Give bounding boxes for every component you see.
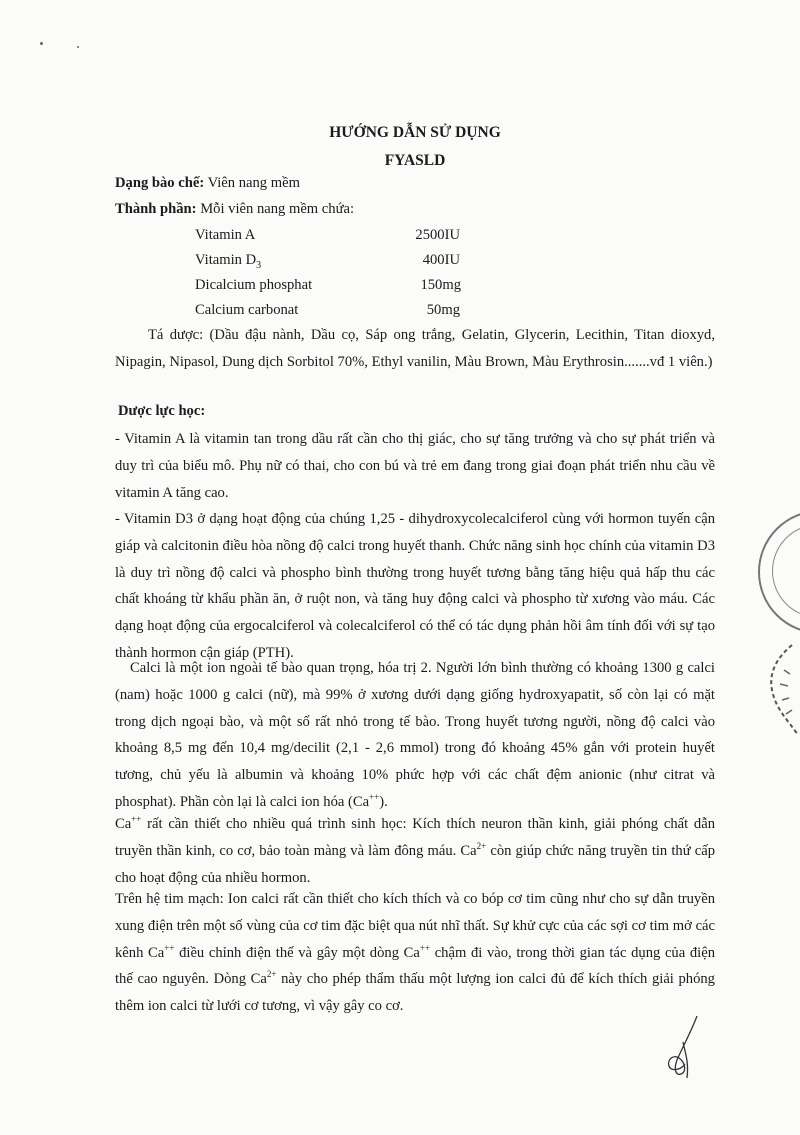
vitamin-d3-paragraph: - Vitamin D3 ở dạng hoạt động của chúng 1,25 - dihydroxycolecalciferol cùng với hormon tuyến cận giáp và calcitonin điều hòa nồng độ calci trong huyết thanh. Chức năng sinh học chính của vitamin D3 là duy trì nồng độ calci và phospho bình thường trong huyết tương bằng tăng hiệu quả hấp thu các chất khoáng từ khẩu phần ăn, ở ruột non, và tăng huy động calci và phospho từ xương vào máu. Các dạng hoạt động của ergocalciferol và colecalciferol có thể có tác dụng phản hồi âm tính đối với sự tạo thành hormon cận giáp (PTH).: [115, 511, 715, 661]
stamp-seal: [758, 510, 800, 634]
composition-intro: Mỗi viên nang mềm chứa:: [200, 201, 355, 217]
calcium-paragraph: [115, 655, 715, 816]
ingredient-name-subscript: 3: [256, 259, 262, 271]
cardiovascular-text: này cho phép thẩm thấu một lượng ion calci đủ để kích thích giải phóng thêm ion calci từ lưới cơ tương, vì vậy gây co cơ.: [115, 971, 715, 1015]
ca-symbol: Ca: [460, 842, 477, 859]
dosage-form-label: Dạng bào chế:: [115, 175, 205, 191]
ingredient-name: [195, 252, 261, 271]
dosage-form-value: Viên nang mềm: [207, 175, 300, 191]
charge-superscript: 2+: [266, 969, 277, 980]
ca-symbol: Ca: [148, 944, 165, 961]
signature: [655, 1012, 715, 1082]
charge-superscript: ++: [164, 942, 175, 953]
ingredient-name-main: Vitamin D: [195, 252, 257, 268]
document-title: HƯỚNG DẪN SỬ DỤNG: [329, 124, 501, 141]
ca-symbol: Ca: [403, 944, 420, 961]
charge-superscript: ++: [419, 942, 431, 953]
calcium-text-end: ).: [379, 793, 388, 810]
excipients-paragraph: Tá dược: (Dầu đậu nành, Dầu cọ, Sáp ong trắng, Gelatin, Glycerin, Lecithin, Titan dioxyd, Nipagin, Nipasol, Dung dịch Sorbitol 70%, Ethyl vanilin, Màu Brown, Màu Erythrosin.......vđ 1 viên.): [115, 327, 715, 370]
scan-speck: [77, 46, 79, 48]
ca-symbol: Ca: [115, 816, 132, 832]
ingredient-amount: 400IU: [422, 252, 460, 268]
composition-line: [115, 201, 354, 218]
ingredient-amount: 150mg: [420, 277, 461, 293]
stamp-seal-inner-ring: [772, 524, 800, 618]
calcium-functions-text: rất cần thiết cho nhiều quá trình sinh học: Kích thích neuron thần kinh, giải phóng chất dẫn truyền thần kinh, co cơ, bảo toàn màng và làm đông máu.: [115, 816, 715, 859]
calcium-text: Calci là một ion ngoài tế bào quan trọng, hóa trị 2. Người lớn bình thường có khoảng 1300 g calci (nam) hoặc 1000 g calci (nữ), mà 99% ở xương dưới dạng giống hydroxyapatit, số còn lại có mặt trong dịch ngoại bào, và một số rất nhỏ trong tế bào. Trong huyết tương người, nồng độ calci vào khoảng 8,5 mg đến 10,4 mg/decilit (2,1 - 2,6 mmol) trong đó khoảng 45% gắn với protein huyết tương, chủ yếu là albumin và khoảng 10% phức hợp với các chất đệm anionic (như citrat và phosphat). Phần còn lại là calci ion hóa (Ca: [115, 660, 715, 810]
charge-superscript: ++: [369, 792, 380, 803]
ingredient-name: Dicalcium phosphat: [195, 277, 313, 293]
cardiovascular-text: Trên hệ tim mạch: Ion calci rất cần thiết cho kích thích và co bóp cơ tim cũng như cho sự dẫn truyền xung điện trên một số vùng của cơ tim đặc biệt qua nút nhĩ thất. Sự khử cực của các sợi cơ tim mở các kênh: [115, 891, 715, 961]
charge-superscript: 2+: [476, 840, 487, 851]
dosage-form-line: [115, 175, 300, 192]
ca-symbol: Ca: [250, 971, 267, 988]
charge-superscript: ++: [131, 814, 142, 825]
cardiovascular-text: điều chỉnh điện thế và gây một dòng: [174, 944, 404, 961]
ingredient-name: Calcium carbonat: [195, 302, 299, 318]
ingredient-amount: 50mg: [426, 302, 460, 318]
cardiovascular-paragraph: [115, 886, 715, 1020]
pharmacodynamics-heading: Dược lực học:: [118, 403, 206, 419]
calcium-functions-paragraph: [115, 811, 715, 891]
composition-label: Thành phần:: [115, 201, 197, 217]
cardiovascular-text: chậm đi vào, trong thời gian tác dụng của điện thế cao nguyên. Dòng: [115, 944, 715, 988]
product-name: FYASLD: [384, 152, 446, 169]
vitamin-a-paragraph: - Vitamin A là vitamin tan trong dầu rất cần cho thị giác, cho sự tăng trưởng và cho sự phát triển và duy trì của biểu mô. Phụ nữ có thai, cho con bú và trẻ em đang trong giai đoạn phát triển nhu cầu về vitamin A tăng cao.: [115, 431, 715, 501]
calcium-functions-text: còn giúp chức năng truyền tin thứ cấp cho hoạt động của nhiều hormon.: [115, 842, 716, 886]
ingredient-name: Vitamin A: [195, 227, 256, 243]
scan-speck: [40, 42, 43, 45]
ingredient-amount: 2500IU: [415, 227, 460, 243]
stamp-mark: [762, 640, 800, 740]
